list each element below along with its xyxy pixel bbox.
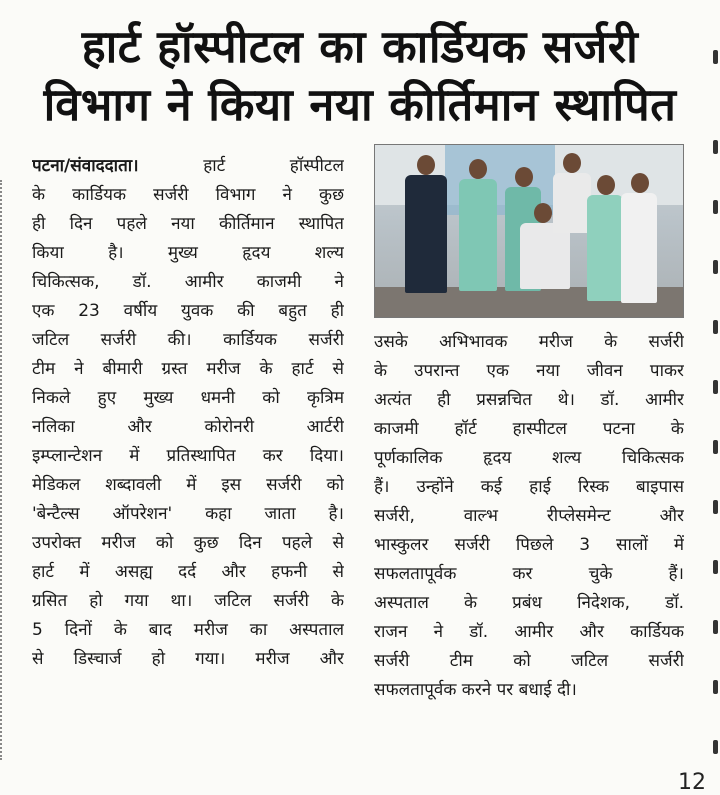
headline-line-1: हार्ट हॉस्पीटल का कार्डियक सर्जरी — [81, 20, 639, 73]
column-1-line: से डिस्चार्ज हो गया। मरीज और — [32, 649, 344, 669]
column-1-line: निकले हुए मुख्य धमनी को कृत्रिम — [32, 388, 344, 408]
column-2-line: के उपरान्त एक नया जीवन पाकर — [374, 361, 684, 381]
column-1-line: उपरोक्त मरीज को कुछ दिन पहले से — [32, 533, 344, 553]
adjacent-article-edge — [710, 30, 718, 790]
column-2-line: पूर्णकालिक हृदय शल्य चिकित्सक — [374, 448, 684, 468]
column-1-line-1 — [32, 152, 344, 181]
column-2-line: उसके अभिभावक मरीज के सर्जरी — [374, 332, 684, 352]
dateline: पटना/संवाददाता। — [32, 156, 139, 176]
article-column-2 — [374, 328, 684, 705]
column-2-line: सफलतापूर्वक करने पर बधाई दी। — [374, 680, 577, 700]
column-1-line: इम्प्लान्टेशन में प्रतिस्थापित कर दिया। — [32, 446, 344, 466]
column-2-line: हैं। उन्होंने कई हाई रिस्क बाइपास — [374, 477, 684, 497]
column-1-line: किया है। मुख्य हृदय शल्य — [32, 243, 344, 263]
column-1-line: के कार्डियक सर्जरी विभाग ने कुछ — [32, 185, 344, 205]
column-rule-left — [0, 180, 7, 760]
column-1-line: ग्रसित हो गया था। जटिल सर्जरी के — [32, 591, 344, 611]
column-2-line: सफलतापूर्वक कर चुके हैं। — [374, 564, 684, 584]
column-1-line: एक 23 वर्षीय युवक की बहुत ही — [32, 301, 344, 321]
headline-line-2: विभाग ने किया नया कीर्तिमान स्थापित — [43, 78, 677, 131]
column-2-line: अत्यंत ही प्रसन्नचित थे। डॉ. आमीर — [374, 390, 684, 410]
column-2-line: भास्कुलर सर्जरी पिछले 3 सालों में — [374, 535, 684, 555]
article-column-1 — [32, 152, 344, 674]
column-1-line: नलिका और कोरोनरी आर्टरी — [32, 417, 344, 437]
column-1-line: मेडिकल शब्दावली में इस सर्जरी को — [32, 475, 344, 495]
column-1-line: ही दिन पहले नया कीर्तिमान स्थापित — [32, 214, 344, 234]
column-2-line: काजमी हॉर्ट हास्पीटल पटना के — [374, 419, 684, 439]
column-2-line: सर्जरी टीम को जटिल सर्जरी — [374, 651, 684, 671]
column-2-line: सर्जरी, वाल्भ रीप्लेसमेन्ट और — [374, 506, 684, 526]
column-1-line: हार्ट में असह्य दर्द और हफनी से — [32, 562, 344, 582]
column-1-line-1-text: हार्ट हॉस्पीटल — [203, 156, 344, 176]
column-1-line: चिकित्सक, डॉ. आमीर काजमी ने — [32, 272, 344, 292]
column-2-line: अस्पताल के प्रबंध निदेशक, डॉ. — [374, 593, 684, 613]
column-1-line: 'बेन्टैल्स ऑपरेशन' कहा जाता है। — [32, 504, 344, 524]
column-1-line: जटिल सर्जरी की। कार्डियक सर्जरी — [32, 330, 344, 350]
column-2-line: राजन ने डॉ. आमीर और कार्डियक — [374, 622, 684, 642]
page-number: 12 — [678, 770, 706, 795]
news-photo — [374, 144, 684, 318]
column-1-line: टीम ने बीमारी ग्रस्त मरीज के हार्ट से — [32, 359, 344, 379]
headline — [0, 18, 720, 134]
column-1-line: 5 दिनों के बाद मरीज का अस्पताल — [32, 620, 344, 640]
